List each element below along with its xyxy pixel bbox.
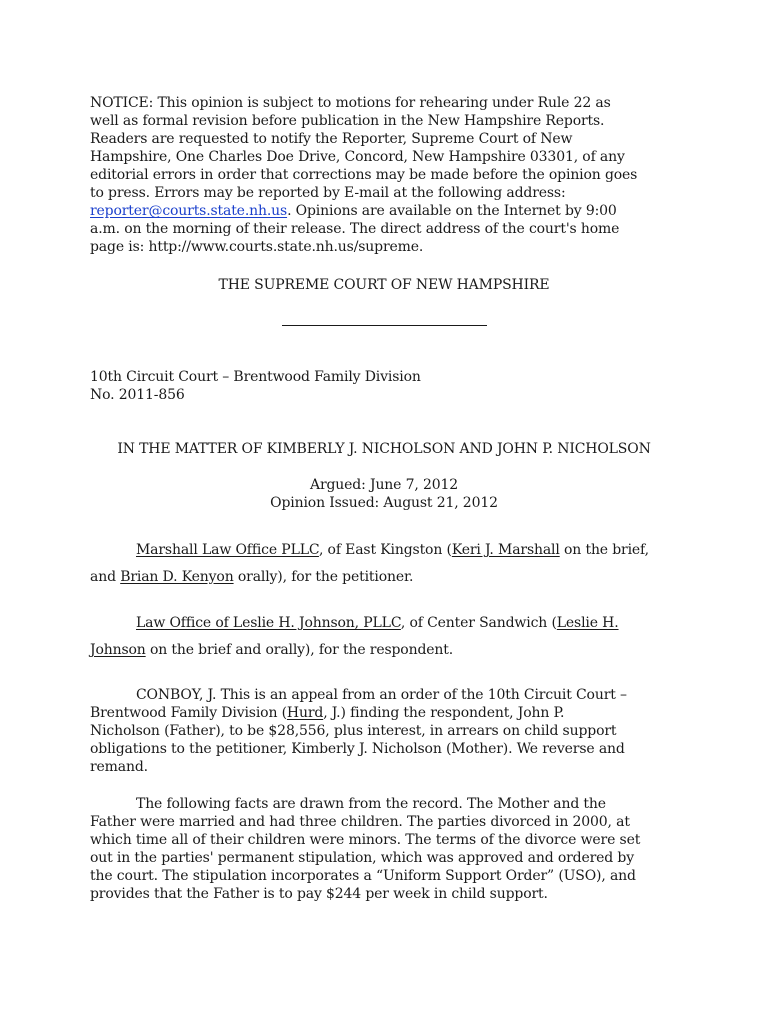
issued-date: Opinion Issued: August 21, 2012 [270,495,498,511]
judge-name: Hurd [286,705,324,721]
opinion-line [90,704,564,722]
counsel-text: , of East Kingston ( [318,542,452,558]
counsel-respondent-line [90,641,453,659]
opinion-line: out in the parties' permanent stipulation, which was approved and ordered by [90,850,634,866]
notice-line: page is: http://www.courts.state.nh.us/supreme. [90,239,424,255]
attorney-name: Keri J. Marshall [451,542,560,558]
firm-name: Law Office of Leslie H. Johnson, PLLC [136,615,401,631]
counsel-petitioner-line [90,568,413,586]
firm-name: Marshall Law Office PLLC [136,542,319,558]
notice-line: well as formal revision before publication in the New Hampshire Reports. [90,113,605,129]
opinion-line: obligations to the petitioner, Kimberly J. Nicholson (Mother). We reverse and [90,741,625,757]
counsel-text: on the brief, [559,542,649,558]
opinion-line: provides that the Father is to pay $244 per week in child support. [90,886,548,902]
opinion-line: CONBOY, J. This is an appeal from an order of the 10th Circuit Court – [136,687,627,703]
counsel-text: orally), for the petitioner. [233,569,414,585]
notice-text: . Opinions are available on the Internet by 9:00 [287,203,617,219]
attorney-name: Brian D. Kenyon [120,569,234,585]
notice-line: to press. Errors may be reported by E-mail at the following address: [90,185,566,201]
court-title: THE SUPREME COURT OF NEW HAMPSHIRE [218,277,550,293]
notice-line: Hampshire, One Charles Doe Drive, Concord, New Hampshire 03301, of any [90,149,625,165]
opinion-line: Father were married and had three children. The parties divorced in 2000, at [90,814,630,830]
attorney-name: Leslie H. [556,615,619,631]
counsel-respondent-line [136,614,619,632]
counsel-text: on the brief and orally), for the respondent. [145,642,454,658]
argued-date: Argued: June 7, 2012 [309,477,458,493]
opinion-line: The following facts are drawn from the record. The Mother and the [136,796,606,812]
notice-line: NOTICE: This opinion is subject to motions for rehearing under Rule 22 as [90,95,611,111]
opinion-text: , J.) finding the respondent, John P. [323,705,565,721]
notice-line: Readers are requested to notify the Reporter, Supreme Court of New [90,131,573,147]
lower-court: 10th Circuit Court – Brentwood Family Division [90,369,421,385]
counsel-petitioner-line [136,541,649,559]
opinion-text: Brentwood Family Division ( [90,705,287,721]
opinion-line: Nicholson (Father), to be $28,556, plus interest, in arrears on child support [90,723,617,739]
opinion-line: the court. The stipulation incorporates a “Uniform Support Order” (USO), and [90,868,636,884]
attorney-name: Johnson [90,642,146,658]
reporter-email-link[interactable]: reporter@courts.state.nh.us [90,203,288,219]
opinion-line: remand. [90,759,148,775]
opinion-line: which time all of their children were minors. The terms of the divorce were set [90,832,641,848]
case-caption: IN THE MATTER OF KIMBERLY J. NICHOLSON AND JOHN P. NICHOLSON [117,441,651,457]
counsel-text: , of Center Sandwich ( [400,615,557,631]
notice-line: editorial errors in order that corrections may be made before the opinion goes [90,167,638,183]
case-number: No. 2011-856 [90,387,185,403]
notice-line: a.m. on the morning of their release. The direct address of the court's home [90,221,620,237]
counsel-text: and [90,569,121,585]
title-divider [282,325,487,326]
notice-line [90,202,617,220]
